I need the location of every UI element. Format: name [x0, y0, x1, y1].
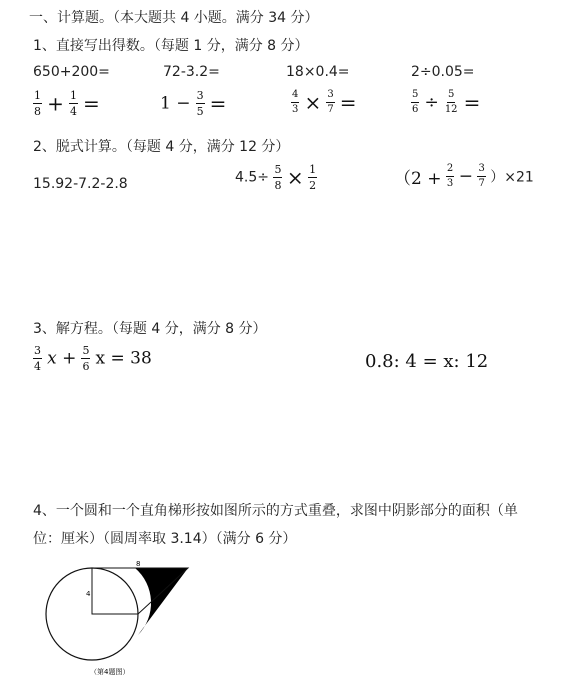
numerator: 3 [477, 164, 485, 177]
equals-sign: = [83, 91, 100, 116]
leading-term: （2 + [394, 169, 442, 189]
q1-expr-1: 650+200= [33, 64, 110, 80]
operator: − [458, 166, 473, 187]
variable-term: x + [47, 348, 77, 369]
numerator: 5 [82, 344, 90, 357]
label-left: 4 [86, 590, 91, 598]
circle-trapezoid-figure [38, 558, 198, 680]
q4-line-1: 4、一个圆和一个直角梯形按如图所示的方式重叠，求图中阴影部分的面积（单 [33, 503, 518, 519]
numerator: 5 [274, 163, 282, 176]
figure-caption: （第4题图） [90, 668, 130, 676]
denominator: 7 [478, 178, 485, 189]
numerator: 1 [309, 163, 317, 176]
operator: + [47, 91, 64, 116]
denominator: 12 [444, 104, 458, 115]
denominator: 5 [196, 105, 204, 118]
denominator: 4 [34, 360, 41, 373]
operator: × [286, 165, 304, 190]
q4-line-2: 位：厘米）（圆周率取 3.14）（满分 6 分） [33, 531, 297, 547]
equals-sign: = [339, 90, 357, 115]
leading-term: 1 − [160, 93, 191, 114]
equation-rest: x = 38 [95, 348, 152, 369]
numerator: 3 [34, 344, 41, 357]
q1-expr-3: 18×0.4= [286, 64, 350, 80]
numerator: 3 [196, 89, 204, 102]
q1-expr-2: 72-3.2= [163, 64, 220, 80]
equals-sign: = [209, 91, 227, 116]
denominator: 3 [446, 178, 454, 189]
q1-fraction-expr-3 [291, 90, 357, 115]
numerator: 1 [69, 89, 77, 102]
section-title: 一、计算题。（本大题共 4 小题。满分 34 分） [29, 10, 319, 26]
trailing-term: ）×21 [490, 169, 534, 186]
operator: × [304, 90, 322, 115]
equals-sign: = [463, 90, 481, 115]
numerator: 5 [411, 90, 419, 103]
numerator: 1 [34, 89, 41, 102]
numerator: 4 [291, 90, 299, 103]
denominator: 6 [412, 104, 419, 115]
q1-fraction-expr-1 [33, 90, 100, 117]
q3-equation-1 [33, 345, 152, 372]
operator: ÷ [424, 92, 439, 113]
denominator: 6 [82, 360, 90, 373]
denominator: 4 [69, 105, 77, 118]
q3-title: 3、解方程。（每题 4 分，满分 8 分） [33, 321, 267, 337]
q2-expr-1: 15.92-7.2-2.8 [33, 176, 128, 192]
q3-equation-2: 0.8: 4 = x: 12 [365, 351, 489, 372]
q2-title: 2、脱式计算。（每题 4 分，满分 12 分） [33, 139, 290, 155]
numerator: 3 [326, 90, 334, 103]
denominator: 3 [292, 104, 299, 115]
shaded-region [135, 568, 188, 635]
q1-fraction-expr-4 [411, 90, 480, 115]
numerator: 2 [446, 164, 454, 177]
denominator: 8 [274, 179, 282, 192]
label-top: 8 [136, 560, 141, 568]
q1-fraction-expr-2 [160, 90, 226, 117]
denominator: 7 [327, 104, 334, 115]
q2-expr-2 [235, 164, 317, 191]
q1-expr-4: 2÷0.05= [411, 64, 475, 80]
q2-expr-3 [394, 164, 534, 189]
denominator: 8 [34, 105, 41, 118]
q1-title: 1、直接写出得数。（每题 1 分，满分 8 分） [33, 38, 309, 54]
denominator: 2 [309, 179, 317, 192]
leading-term: 4.5÷ [235, 169, 269, 186]
numerator: 5 [447, 90, 455, 103]
